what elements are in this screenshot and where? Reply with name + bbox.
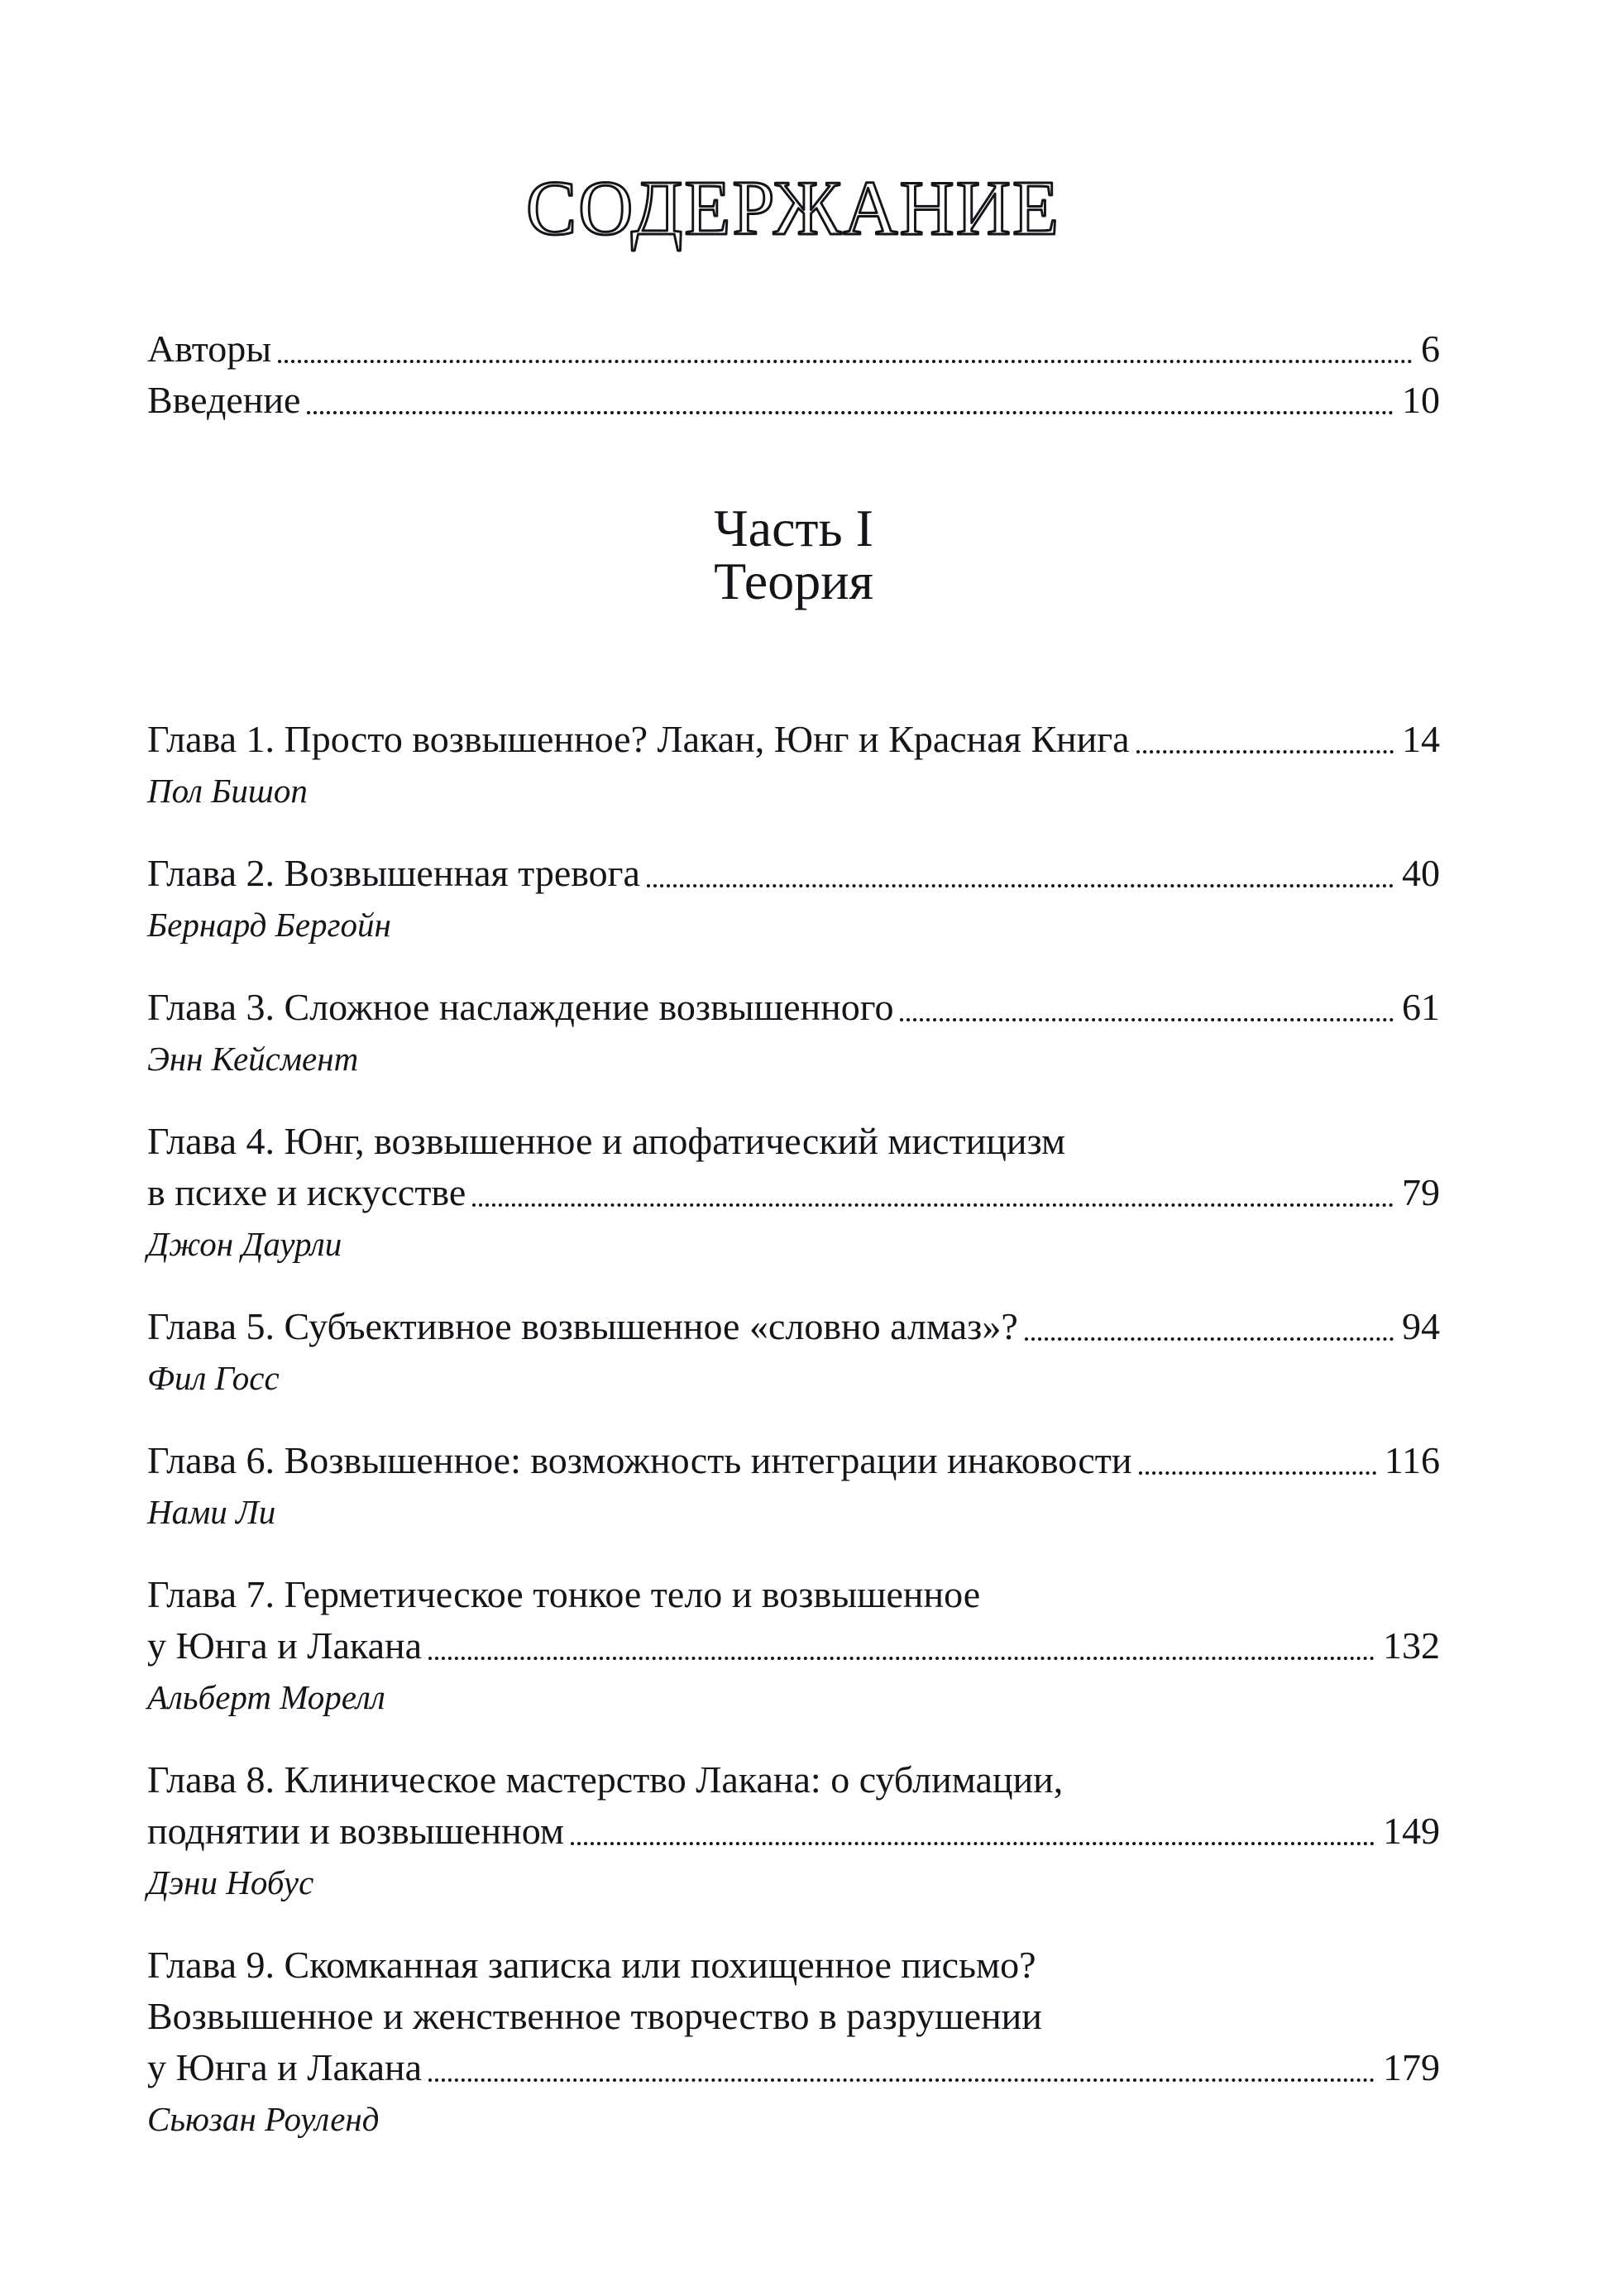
chapter-author: Пол Бишоп	[147, 772, 308, 810]
toc-entry-text: Глава 1. Просто возвышенное? Лакан, Юнг и Красная Книга	[147, 718, 1130, 760]
toc-chapter-entry	[147, 848, 1440, 950]
dot-leader	[307, 411, 1394, 414]
page-title	[147, 161, 1440, 254]
toc-entry-text: Авторы	[147, 328, 272, 370]
toc-entry-text: Глава 7. Герметическое тонкое тело и возвышенное	[147, 1573, 981, 1615]
chapter-title-lines	[147, 1569, 1440, 1672]
toc-chapter-entry	[147, 1116, 1440, 1270]
page-number: 116	[1384, 1439, 1440, 1481]
toc-line	[147, 375, 1440, 426]
page-number: 149	[1383, 1810, 1440, 1852]
page-number: 40	[1402, 852, 1440, 894]
page-number: 61	[1402, 986, 1440, 1028]
toc-line	[147, 1754, 1440, 1806]
chapter-title-lines	[147, 1116, 1440, 1218]
page-title-lettering	[147, 161, 1440, 254]
toc-chapter-entry	[147, 1754, 1440, 1908]
toc-line	[147, 2042, 1440, 2093]
toc-entry-text: поднятии и возвышенном	[147, 1810, 564, 1852]
chapter-title-lines	[147, 1435, 1440, 1486]
toc-line	[147, 848, 1440, 899]
dot-leader	[472, 1203, 1394, 1207]
chapter-author: Нами Ли	[147, 1493, 276, 1531]
toc-chapter-entry	[147, 1940, 1440, 2145]
toc-chapter-entry	[147, 1301, 1440, 1404]
toc-chapter-entry	[147, 1569, 1440, 1723]
dot-leader	[900, 1018, 1394, 1021]
toc-chapter-entry	[147, 714, 1440, 816]
dot-leader	[1139, 1471, 1376, 1475]
dot-leader	[278, 360, 1413, 363]
toc-entry-text: Возвышенное и женственное творчество в разрушении	[147, 1995, 1042, 2037]
toc-entry-text: Глава 2. Возвышенная тревога	[147, 852, 640, 894]
toc-line	[147, 982, 1440, 1033]
toc-line	[147, 1991, 1440, 2042]
toc-line	[147, 1620, 1440, 1672]
page-title-text: СОДЕРЖАНИЕ	[526, 165, 1060, 251]
part-heading	[147, 499, 1440, 610]
chapter-author: Бернард Бергойн	[147, 906, 391, 944]
toc-entry-text: у Юнга и Лакана	[147, 2046, 423, 2088]
chapter-list	[147, 714, 1440, 2145]
chapter-title-lines	[147, 1301, 1440, 1352]
dot-leader	[1136, 750, 1394, 753]
dot-leader	[428, 1657, 1375, 1660]
toc-entry-text: Глава 6. Возвышенное: возможность интеграции инаковости	[147, 1439, 1132, 1481]
part-name: Теория	[714, 552, 873, 610]
part-label: Часть I	[714, 499, 873, 557]
toc-entry-text: Введение	[147, 379, 301, 421]
toc-entry-text: в психе и искусстве	[147, 1171, 466, 1213]
dot-leader	[647, 884, 1394, 887]
chapter-author: Джон Даурли	[147, 1225, 342, 1263]
dot-leader	[571, 1842, 1375, 1845]
toc-chapter-entry	[147, 1435, 1440, 1538]
chapter-title-lines	[147, 1754, 1440, 1857]
page-number: 6	[1421, 328, 1440, 370]
chapter-author: Сьюзан Роуленд	[147, 2100, 380, 2138]
front-matter-list	[147, 323, 1440, 426]
toc-line	[147, 1940, 1440, 1991]
toc-entry-text: Глава 3. Сложное наслаждение возвышенного	[147, 986, 894, 1028]
page-number: 132	[1383, 1624, 1440, 1667]
page-number: 14	[1402, 718, 1440, 760]
page-number: 79	[1402, 1171, 1440, 1213]
dot-leader	[1025, 1337, 1394, 1341]
chapter-author: Фил Госс	[147, 1359, 280, 1397]
toc-chapter-entry	[147, 982, 1440, 1084]
page-number: 10	[1402, 379, 1440, 421]
chapter-title-lines	[147, 848, 1440, 899]
toc-entry-text: Глава 9. Скомканная записка или похищенное письмо?	[147, 1944, 1036, 1986]
chapter-title-lines	[147, 982, 1440, 1033]
toc-line	[147, 323, 1440, 375]
toc-line	[147, 1435, 1440, 1486]
page-number: 94	[1402, 1305, 1440, 1347]
toc-entry-text: Глава 5. Субъективное возвышенное «словно алмаз»?	[147, 1305, 1018, 1347]
toc-line	[147, 1806, 1440, 1857]
chapter-title-lines	[147, 714, 1440, 765]
toc-line	[147, 714, 1440, 765]
dot-leader	[428, 2078, 1375, 2082]
toc-entry-text: Глава 4. Юнг, возвышенное и апофатический мистицизм	[147, 1120, 1066, 1162]
page-number: 179	[1383, 2046, 1440, 2088]
toc-line	[147, 1167, 1440, 1218]
chapter-title-lines	[147, 1940, 1440, 2093]
toc-entry-text: у Юнга и Лакана	[147, 1624, 423, 1667]
toc-line	[147, 1116, 1440, 1167]
toc-line	[147, 1569, 1440, 1620]
chapter-author: Дэни Нобус	[147, 1863, 314, 1901]
toc-line	[147, 1301, 1440, 1352]
chapter-author: Энн Кейсмент	[147, 1040, 359, 1078]
toc-entry-text: Глава 8. Клиническое мастерство Лакана: о сублимации,	[147, 1758, 1064, 1801]
chapter-author: Альберт Морелл	[147, 1678, 385, 1716]
